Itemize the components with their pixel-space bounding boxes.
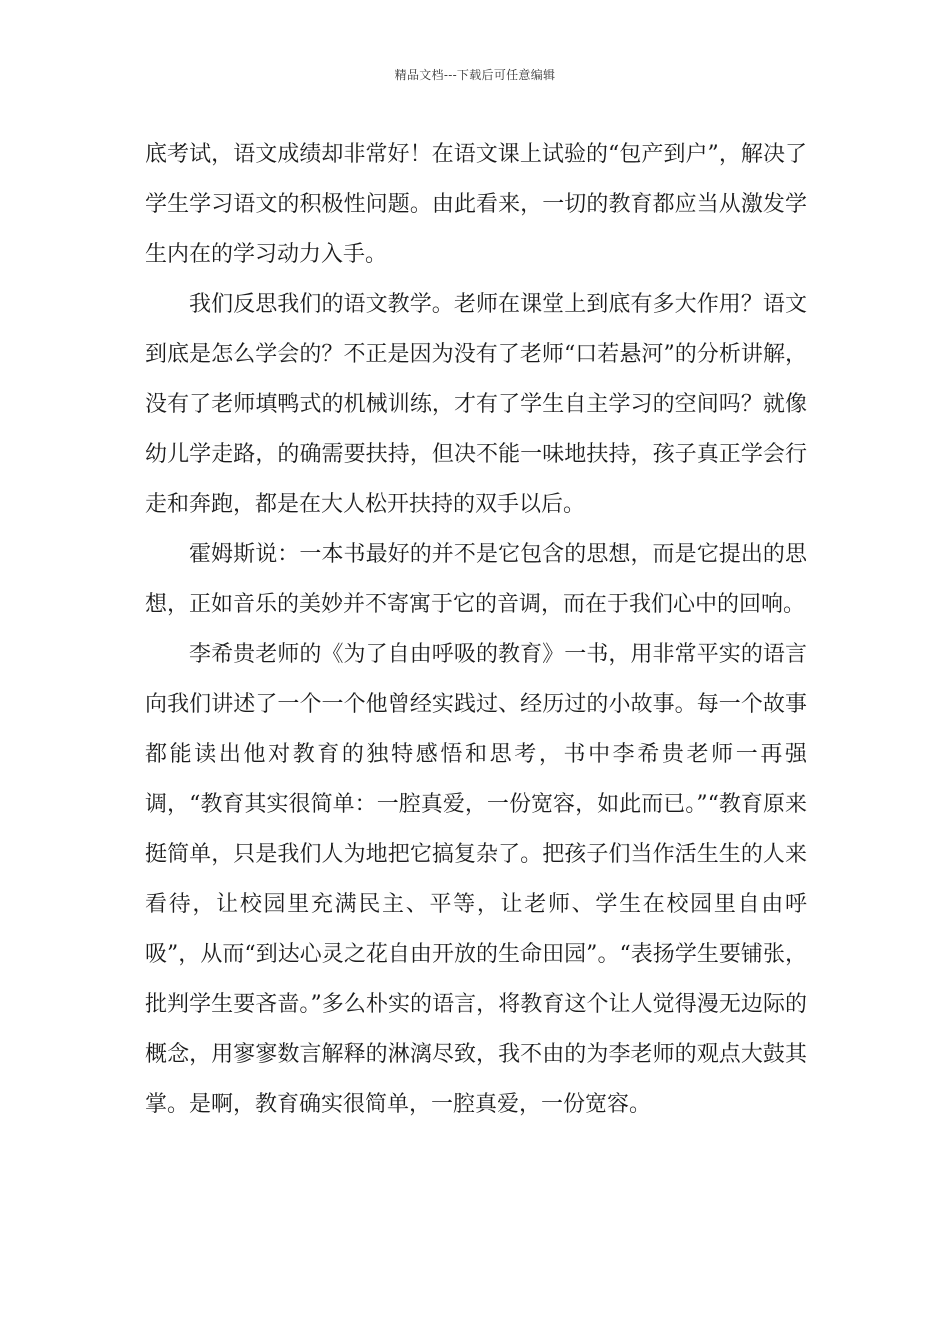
- paragraph-3: 霍姆斯说：一本书最好的并不是它包含的思想，而是它提出的思想，正如音乐的美妙并不寄寓于它的音调，而在于我们心中的回响。: [145, 542, 807, 617]
- paragraph-4: 李希贵老师的《为了自由呼吸的教育》一书，用非常平实的语言向我们讲述了一个一个他曾经实践过、经历过的小故事。每一个故事都能读出他对教育的独特感悟和思考，书中李希贵老师一再强调，“教育其实很简单：一腔真爱，一份宽容，如此而已。”“教育原来挺简单，只是我们人为地把它搞复杂了。把孩子们当作活生生的人来看待，让校园里充满民主、平等，让老师、学生在校园里自由呼吸”，从而“到达心灵之花自由开放的生命田园”。“表扬学生要铺张，批判学生要吝啬。”多么朴实的语言，将教育这个让人觉得漫无边际的概念，用寥寥数言解释的淋漓尽致，我不由的为李老师的观点大鼓其掌。是啊，教育确实很简单，一腔真爱，一份宽容。: [145, 642, 807, 1117]
- document-body: [145, 130, 807, 1130]
- paragraph-2: 我们反思我们的语文教学。老师在课堂上到底有多大作用？语文到底是怎么学会的？不正是因为没有了老师“口若悬河”的分析讲解，没有了老师填鸭式的机械训练，才有了学生自主学习的空间吗？就像幼儿学走路，的确需要扶持，但决不能一味地扶持，孩子真正学会行走和奔跑，都是在大人松开扶持的双手以后。: [145, 292, 807, 517]
- page-header: 精品文档---下载后可任意编辑: [394, 68, 556, 82]
- paragraph-1: 底考试，语文成绩却非常好！在语文课上试验的“包产到户”，解决了学生学习语文的积极性问题。由此看来，一切的教育都应当从激发学生内在的学习动力入手。: [145, 142, 807, 267]
